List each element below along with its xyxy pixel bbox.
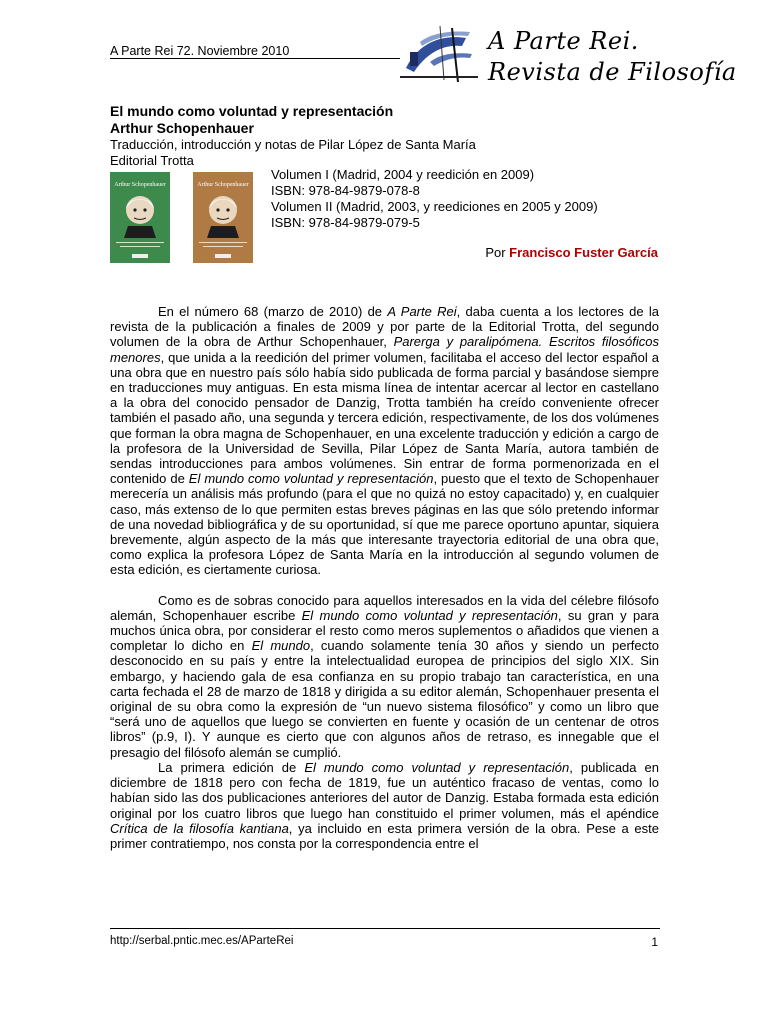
book-cover-volume-2: [193, 172, 253, 263]
text-run: , ya incluido en esta primera versión de la obra. Pese a este primer contratiempo, nos consta por la correspondencia entre el: [110, 820, 659, 851]
article-body: [110, 304, 659, 851]
byline-prefix: Por: [485, 245, 510, 260]
italic-run: El mundo como voluntad y representación: [188, 471, 434, 487]
volume-1-info: Volumen I (Madrid, 2004 y reedición en 2009): [271, 167, 535, 182]
volume-info: [271, 167, 598, 231]
magazine-title-line1: A Parte Rei.: [488, 27, 639, 55]
italic-run: Parerga y paralipómena. Escritos filosóficos menores: [110, 334, 660, 365]
page-number: 1: [651, 935, 658, 949]
volume-1-isbn: ISBN: 978-84-9879-078-8: [271, 183, 420, 198]
text-run: Como es de sobras conocido para aquellos interesados en la vida del célebre filósofo alemán, Schopenhauer escribe: [110, 592, 659, 623]
cover-author-1: Arthur Schopenhauer: [114, 182, 166, 188]
italic-run: El mundo como voluntad y representación: [301, 607, 558, 623]
header-divider: [110, 58, 405, 59]
magazine-title: [488, 26, 737, 88]
magazine-logo: [400, 24, 478, 84]
text-run: , su gran y para muchos única obra, por considerar el resto como meros suplementos o añadidos que vienen a completar lo dicho en: [110, 607, 659, 654]
paragraph-1: [110, 304, 659, 578]
text-run: , publicada en diciembre de 1818 pero con fecha de 1819, fue un auténtico fracaso de ventas, como lo habían sido las dos publicaciones anteriores del autor de Danzig. Estaba formada esta edición original por los cuatro libros que luego han constituido el primer volumen, más el apéndice: [110, 759, 660, 821]
italic-run: El mundo como voluntad y representación: [304, 759, 570, 775]
translation-note: Traducción, introducción y notas de Pilar López de Santa María: [110, 137, 476, 152]
book-cover-volume-1: [110, 172, 170, 263]
cover-author-2: Arthur Schopenhauer: [197, 182, 249, 188]
book-title: El mundo como voluntad y representación: [110, 103, 394, 119]
text-run: , cuando solamente tenía 30 años y siendo un perfecto desconocido en su país y entre la intelectualidad europea de principios del siglo XIX. Sin embargo, y haciendo gala de esa confianza en su propio trabajo tan característica, en una carta fechada el 28 de marzo de 1818 y dirigida a su editor alemán, Schopenhauer presenta el original de su obra como la expresión de “un nuevo sistema filosófico” y como un libro que “será uno de aquellos que luego se convierten en fuente y ocasión de un centenar de otros libros” (p.9, I). Y aunque es cierto que con algunos años de retraso, es innegable que el presagio del filósofo alemán se cumplió.: [110, 638, 659, 760]
italic-run: Crítica de la filosofía kantiana: [110, 820, 289, 836]
text-run: En el número 68 (marzo de 2010) de: [158, 304, 388, 319]
italic-run: El mundo: [251, 638, 311, 654]
magazine-title-line2: Revista de Filosofía: [488, 58, 737, 86]
paragraph-2: [110, 593, 659, 760]
volume-2-info: Volumen II (Madrid, 2003, y reediciones en 2005 y 2009): [271, 199, 598, 214]
volume-2-isbn: ISBN: 978-84-9879-079-5: [271, 215, 420, 230]
byline: [485, 245, 658, 260]
footer-url: http://serbal.pntic.mec.es/AParteRei: [110, 935, 294, 947]
byline-author: Francisco Fuster García: [509, 245, 658, 260]
paragraph-3: [110, 760, 659, 851]
text-run: , daba cuenta a los lectores de la revista de la publicación a finales de 2009 y por parte de la Editorial Trotta, del segundo volumen de la obra de Arthur Schopenhauer,: [110, 304, 659, 350]
text-run: , puesto que el texto de Schopenhauer merecería un análisis más profundo (para el que no quizá no estoy capacitado) y, en cualquier caso, más extenso de lo que permiten estas breves páginas en las que sólo pretendo informar de una novedad bibliográfica y de su oportunidad, sí que me parece oportuno apuntar, siquiera brevemente, algún aspecto de la más que interesante trayectoria editorial de una obra que, como explica la profesora López de Santa María en la introducción al segundo volumen de esta edición, es ciertamente curiosa.: [110, 471, 659, 578]
footer-divider: [110, 928, 660, 929]
italic-run: A Parte Rei: [387, 304, 457, 319]
text-run: , que unida a la reedición del primer volumen, facilitaba el acceso del lector español a una obra que en nuestro país sólo había sido publicada de forma parcial y basándose siempre en traducciones muy antiguas. En esta misma línea de intentar acercar al lector en castellano a la obra del conocido pensador de Danzig, Trotta también ha creído conveniente ofrecer también el pasado año, una segunda y tercera edición, respectivamente, de los dos volúmenes que forman la obra magna de Schopenhauer, en una excelente traducción y edición a cargo de la profesora de la Universidad de Sevilla, Pilar López de Santa María, autora también de sendas introducciones para ambos volúmenes. Sin entrar de forma pormenorizada en el contenido de: [110, 349, 659, 487]
issue-line: A Parte Rei 72. Noviembre 2010: [110, 44, 290, 58]
book-author: Arthur Schopenhauer: [110, 120, 254, 136]
publisher: Editorial Trotta: [110, 153, 194, 168]
text-run: La primera edición de: [158, 759, 305, 775]
